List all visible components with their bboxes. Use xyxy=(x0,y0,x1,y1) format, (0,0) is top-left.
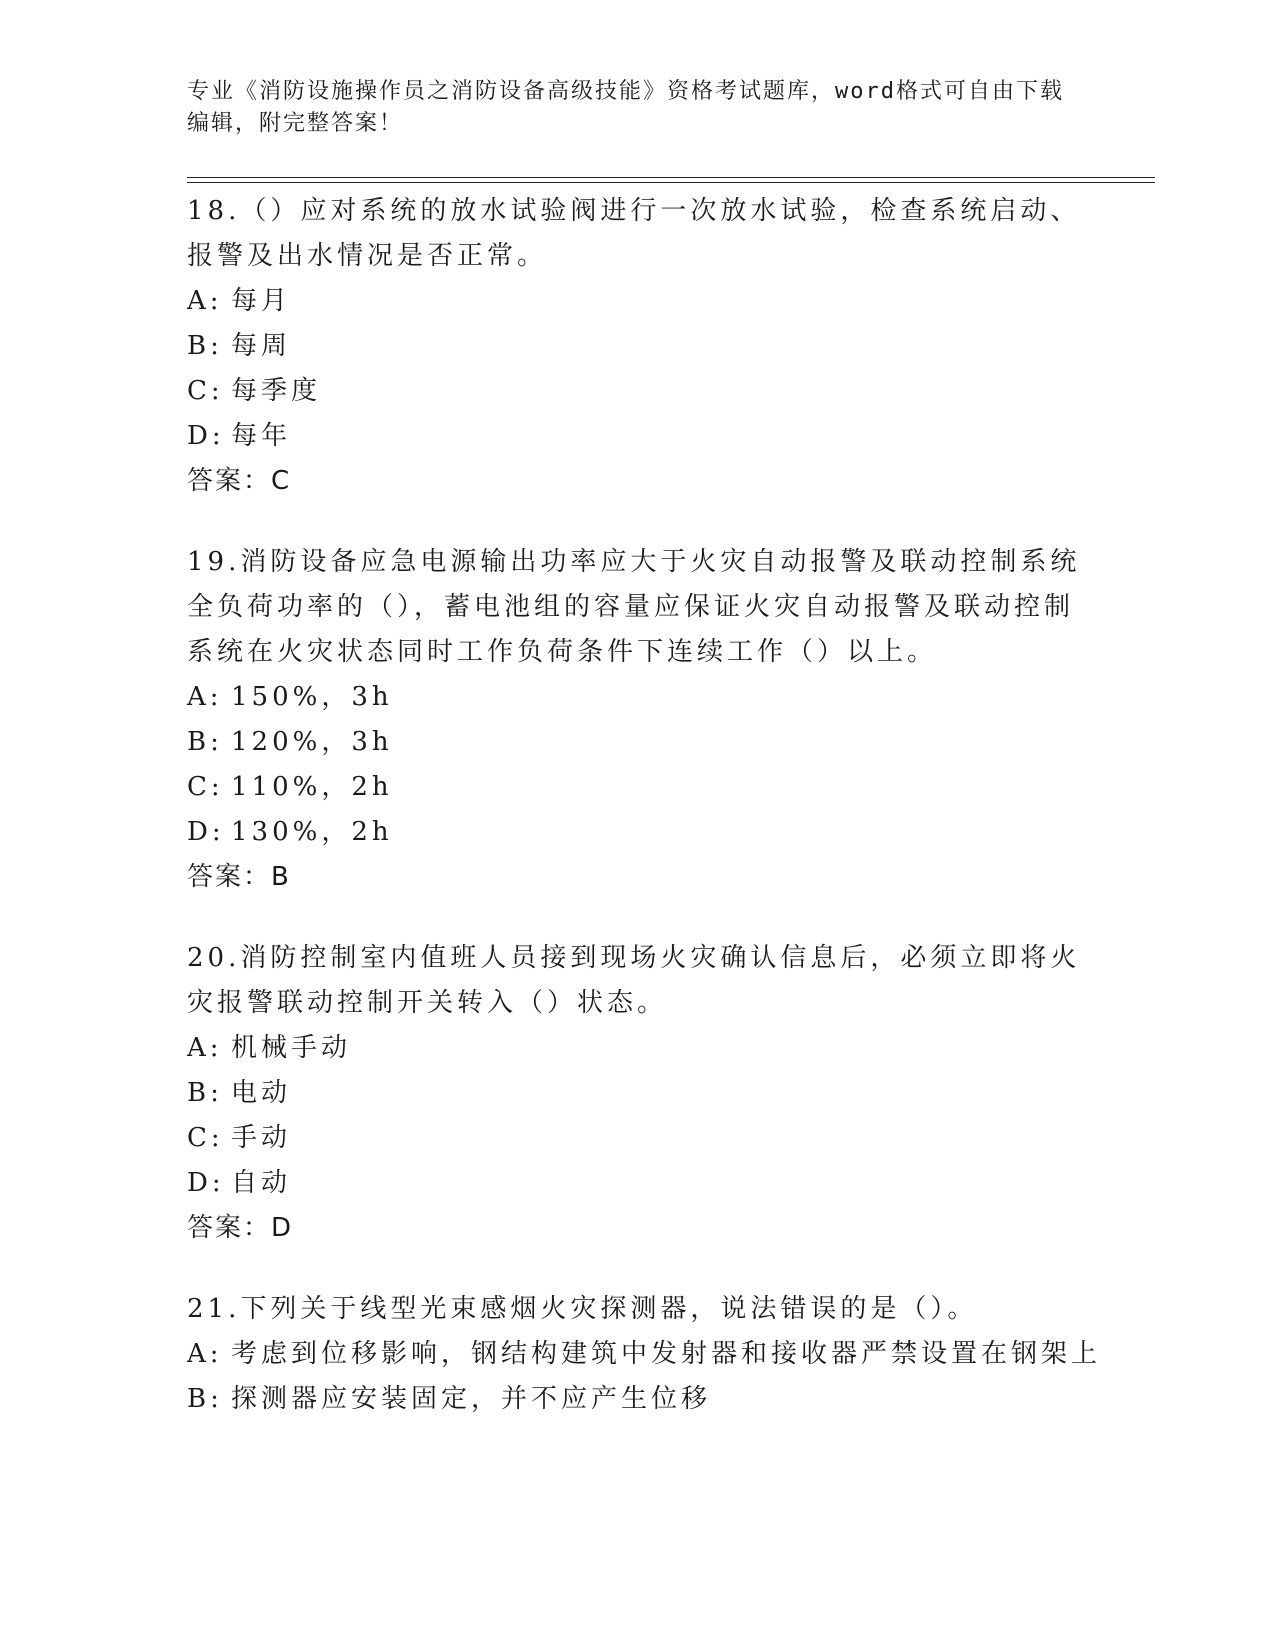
option-key: D: xyxy=(187,1168,225,1198)
question-stem: 20.消防控制室内值班人员接到现场火灾确认信息后，必须立即将火灾报警联动控制开关转入（）状态。 xyxy=(187,943,1081,1018)
option-key: A: xyxy=(187,286,223,316)
option-text: 110%，2h xyxy=(231,772,393,802)
option-text: 探测器应安装固定，并不应产生位移 xyxy=(231,1384,712,1414)
option-key: B: xyxy=(187,1384,223,1414)
option-c xyxy=(187,369,1087,414)
option-b xyxy=(187,720,1087,765)
option-text: 每周 xyxy=(231,331,292,361)
option-key: B: xyxy=(187,727,223,757)
question-answer: 答案：C xyxy=(187,466,292,496)
question-stem: 18.（）应对系统的放水试验阀进行一次放水试验，检查系统启动、报警及出水情况是否正常。 xyxy=(187,196,1081,271)
option-a xyxy=(187,1026,1087,1071)
option-a xyxy=(187,675,1087,720)
option-key: C: xyxy=(187,376,224,406)
option-text: 机械手动 xyxy=(231,1033,352,1063)
option-key: D: xyxy=(187,817,225,847)
option-c xyxy=(187,765,1087,810)
question-18 xyxy=(187,189,1087,504)
option-text: 电动 xyxy=(231,1078,292,1108)
option-key: B: xyxy=(187,1078,223,1108)
header-divider-bottom xyxy=(187,182,1155,183)
question-answer: 答案：D xyxy=(187,1213,294,1243)
option-b xyxy=(187,324,1087,369)
option-text: 每季度 xyxy=(231,376,322,406)
option-b xyxy=(187,1377,1087,1422)
question-answer: 答案：B xyxy=(187,862,291,892)
option-text: 考虑到位移影响，钢结构建筑中发射器和接收器严禁设置在钢架上 xyxy=(231,1339,1102,1369)
header-divider-top xyxy=(187,177,1155,178)
option-key: B: xyxy=(187,331,223,361)
question-21 xyxy=(187,1287,1102,1422)
option-text: 120%，3h xyxy=(231,727,393,757)
option-key: C: xyxy=(187,772,224,802)
question-stem: 21.下列关于线型光束感烟火灾探测器，说法错误的是（）。 xyxy=(187,1294,978,1324)
option-text: 每月 xyxy=(231,286,292,316)
option-key: A: xyxy=(187,1033,223,1063)
option-b xyxy=(187,1071,1087,1116)
option-text: 150%，3h xyxy=(231,682,393,712)
question-stem: 19.消防设备应急电源输出功率应大于火灾自动报警及联动控制系统全负荷功率的（），蓄电池组的容量应保证火灾自动报警及联动控制系统在火灾状态同时工作负荷条件下连续工作（）以上。 xyxy=(187,547,1081,667)
question-20 xyxy=(187,936,1087,1251)
header-intro: 专业《消防设施操作员之消防设备高级技能》资格考试题库，word格式可自由下载编辑，附完整答案！ xyxy=(187,79,1064,136)
option-d xyxy=(187,1161,1087,1206)
option-key: A: xyxy=(187,1339,223,1369)
option-c xyxy=(187,1116,1087,1161)
option-key: A: xyxy=(187,682,223,712)
option-d xyxy=(187,810,1087,855)
option-text: 130%，2h xyxy=(231,817,393,847)
option-d xyxy=(187,414,1087,459)
option-a xyxy=(187,1332,1102,1377)
option-key: C: xyxy=(187,1123,224,1153)
option-a xyxy=(187,279,1087,324)
option-text: 每年 xyxy=(231,421,292,451)
option-text: 手动 xyxy=(231,1123,292,1153)
option-key: D: xyxy=(187,421,225,451)
option-text: 自动 xyxy=(231,1168,292,1198)
question-19 xyxy=(187,540,1087,900)
question-list xyxy=(187,189,1102,1458)
